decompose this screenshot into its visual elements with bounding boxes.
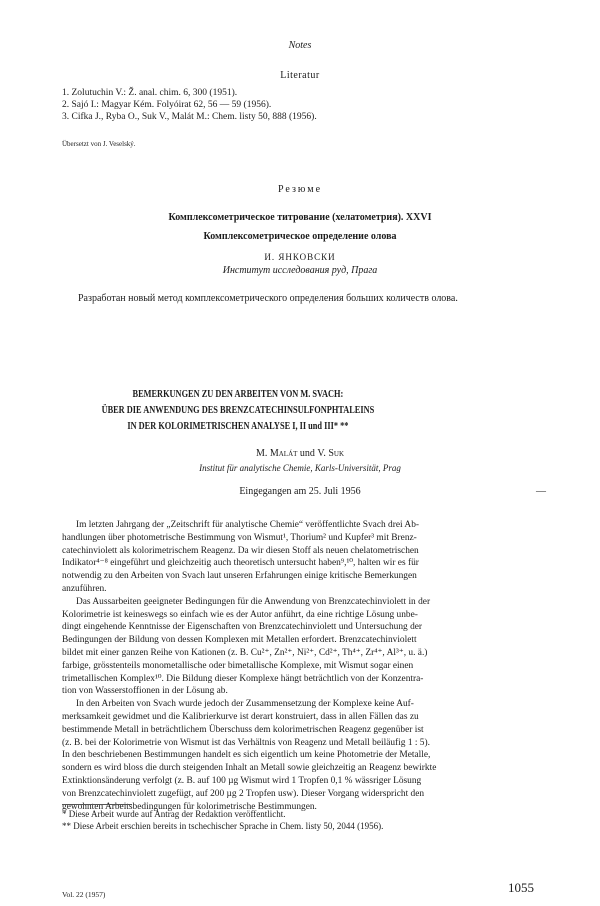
resume-author: И. ЯНКОВСКИ [264,252,336,262]
body-line: Bedingungen der Bildung von dessen Komplexen mit Metallen erfordert. Brenzcatechinviolett [62,635,417,646]
body-line: Das Aussarbeiten geeigneter Bedingungen für die Anwendung von Brenzcatechinviolett in der [76,596,431,607]
body-line: gewohnten Arbeitsbedingungen für kolorimetrische Bestimmungen. [62,801,317,812]
resume-title-line1: Комплексометрическое титрование (хелатометрия). XXVI [168,212,432,223]
footnote: * Diese Arbeit wurde auf Antrag der Redaktion veröffentlicht. [62,809,286,819]
body-line: catechinviolett als kolorimetrischem Reagenz. Da wir diesen Stoff als neuen chelatometrischen [62,545,419,556]
article-title-line: ÜBER DIE ANWENDUNG DES BRENZCATECHINSULFONPHTALEINS [101,405,375,416]
article-authors [0,448,600,459]
body-line: Kolorimetrie ist keineswegs so einfach wie es der Autor anführt, da eine richtige Lösung unbe- [62,609,418,620]
resume-abstract: Разработан новый метод комплексометрического определения больших количеств олова. [78,293,458,304]
body-line: trimetallischen Komplex¹⁰. Die Bildung dieser Komplexe hängt beträchtlich von der Konzentra- [62,673,424,684]
body-line: tion von Wasserstoffionen in der Lösung ab. [62,686,228,697]
footnote-rule [62,804,132,805]
body-line: anzuführen. [62,583,107,594]
article-institute: Institut für analytische Chemie, Karls-Universität, Prag [199,463,401,473]
article-body [62,519,538,813]
running-head: Notes [288,40,312,51]
body-line: notwendig zu den Arbeiten von Svach laut unseren Erfahrungen einige kritische Bemerkungen [62,571,417,582]
literature-heading: Literatur [280,70,320,81]
received-date: Eingegangen am 25. Juli 1956 [239,486,361,497]
article-title [0,387,600,435]
article-title-line: IN DER KOLORIMETRISCHEN ANALYSE I, II und III* ** [127,421,349,432]
reference-item: 2. Sajó I.: Magyar Kém. Folyóirat 62, 56 — 59 (1956). [62,100,272,110]
body-line: merksamkeit gewidmet und die Kalibrierkurve ist derart konstruiert, dass in allen Fällen das zu [62,711,419,722]
body-line: sondern es wird bloss die durch steigenden Inhalt an Metall sowie gleichzeitig an Reagenz bewirkte [62,763,437,774]
body-line: Im letzten Jahrgang der „Zeitschrift für analytische Chemie“ veröffentlichte Svach drei Ab- [76,520,420,530]
body-line: (z. B. bei der Kolorimetrie von Wismut ist das Verhältnis von Reagenz und Metall beiläufig 1 : 5). [62,737,430,748]
body-line: bestimmende Metall in beträchtlichem Überschuss dem kolorimetrischen Reagenz gegenüber ist [62,724,424,735]
author-conjunction: und [299,448,315,459]
translator-note: Übersetzt von J. Veselský. [62,140,136,148]
footnotes [62,808,383,832]
body-line: In den beschriebenen Bestimmungen handelt es sich eigentlich um keine Photometrie der Metalle, [62,750,431,761]
resume-title-line2: Комплексометрическое определение олова [203,231,397,242]
body-line: bildet mit einer ganzen Reihe von Kationen (z. B. Cu²⁺, Zn²⁺, Ni²⁺, Cd²⁺, Th⁴⁺, Zr⁴⁺, Al³⁺, u. ä.) [62,647,428,658]
page-number: 1055 [508,880,534,895]
volume-info: Vol. 22 (1957) [62,890,106,899]
body-line: dingt eingehende Kenntnisse der Eigenschaften von Brenzcatechinviolett und Untersuchung der [62,622,423,633]
resume-institute: Институт исследования руд, Прага [222,265,378,276]
footnote: ** Diese Arbeit erschien bereits in tschechischer Sprache in Chem. listy 50, 2044 (1956). [62,821,384,831]
reference-item: 3. Cifka J., Ryba O., Suk V., Malát M.: Chem. listy 50, 888 (1956). [62,112,317,122]
reference-list [62,87,317,123]
body-line: handlungen über photometrische Bestimmung von Wismut¹, Thorium² und Kupfer³ mit Brenz- [62,532,417,543]
body-line: Indikator⁴⁻⁸ eingeführt und gleichzeitig auch theoretisch untersucht haben⁹,¹⁰, halten wir es für [62,558,419,569]
margin-dash: — [536,486,546,497]
author-name: V. Suk [317,448,345,459]
body-line: farbige, grösstenteils monometallische oder bimetallische Komplexe, mit Wismut sogar einen [62,660,414,671]
body-line: von Brenzcatechinviolett zugefügt, auf 200 µg 2 Tropfen usw). Dieser Vorgang widerspricht den [62,788,425,799]
article-title-line: BEMERKUNGEN ZU DEN ARBEITEN VON M. SVACH: [132,389,344,400]
author-name: M. Malát [255,448,298,459]
resume-heading: Резюме [277,184,323,195]
body-line: In den Arbeiten von Svach wurde jedoch der Zusammensetzung der Komplexe keine Auf- [76,699,414,710]
body-line: Extinktionsänderung verfolgt (z. B. auf 100 µg Wismut wird 1 Tropfen 0,1 % wässriger Lösung [62,775,422,786]
reference-item: 1. Zolutuchin V.: Ž. anal. chim. 6, 300 (1951). [62,88,238,98]
